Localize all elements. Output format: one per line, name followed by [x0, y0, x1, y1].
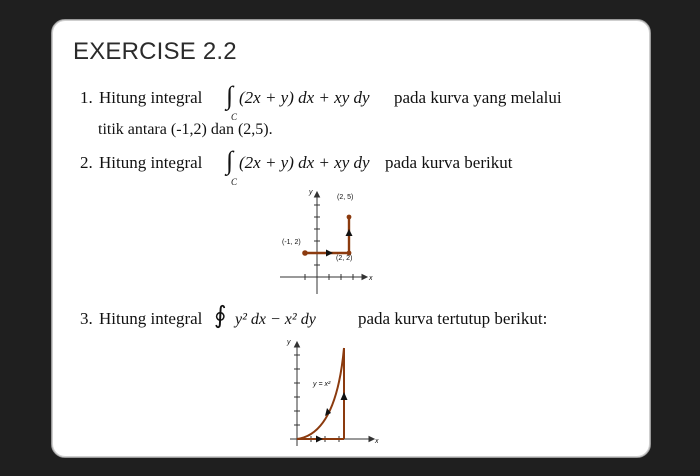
fig2-point-c — [347, 215, 352, 220]
fig2-path — [305, 217, 349, 253]
fig2-point-b-label: (2, 2) — [336, 255, 353, 262]
fig3-x-label: x — [375, 438, 379, 445]
problem-1-lead: Hitung integral — [99, 88, 203, 107]
fig2-point-a-label: (-1, 2) — [282, 239, 301, 246]
problem-3-lead: Hitung integral — [99, 309, 203, 328]
problem-3-integrand: y² dx − x² dy — [235, 311, 316, 328]
problem-3-figure — [282, 334, 382, 452]
fig3-curve-label: y = x² — [313, 381, 331, 388]
exercise-title: EXERCISE 2.2 — [73, 38, 237, 65]
problem-2-integrand: (2x + y) dx + xy dy — [239, 153, 370, 172]
problem-1-integral-sign: ∫ — [226, 81, 234, 110]
problem-2-integral-sign: ∫ — [226, 146, 234, 175]
problem-3-tail: pada kurva tertutup berikut: — [358, 309, 548, 328]
problem-3-contour-integral-sign: ∮ — [214, 303, 227, 329]
fig2-y-label: y — [309, 189, 313, 196]
fig3-arrow-right — [316, 436, 323, 443]
problem-1-contour: C — [231, 112, 238, 122]
fig3-arrow-up — [341, 392, 348, 400]
fig2-y-arrowhead — [315, 192, 320, 197]
problem-2-contour: C — [231, 177, 238, 187]
fig3-y-label: y — [287, 339, 291, 346]
problem-2-figure — [270, 182, 380, 297]
fig2-x-label: x — [369, 275, 373, 282]
problem-2-tail: pada kurva berikut — [385, 153, 513, 172]
problem-1-number: 1. — [80, 88, 93, 107]
fig3-closed-curve — [297, 348, 344, 439]
fig2-ticks — [305, 205, 353, 280]
problem-1-tail: pada kurva yang melalui — [394, 88, 562, 107]
problem-3-number: 3. — [80, 309, 93, 328]
problem-1-integrand: (2x + y) dx + xy dy — [239, 88, 370, 107]
fig3-x-arrowhead — [369, 437, 374, 442]
fig2-arrow-up — [346, 229, 353, 236]
fig2-point-a — [302, 250, 308, 256]
fig2-point-c-label: (2, 5) — [337, 194, 354, 201]
fig3-y-arrowhead — [295, 342, 300, 347]
fig2-arrow-right — [326, 250, 333, 257]
fig2-x-arrowhead — [362, 275, 367, 280]
problem-2-number: 2. — [80, 153, 93, 172]
problem-1-line2: titik antara (-1,2) dan (2,5). — [98, 121, 273, 138]
problem-2-lead: Hitung integral — [99, 153, 203, 172]
